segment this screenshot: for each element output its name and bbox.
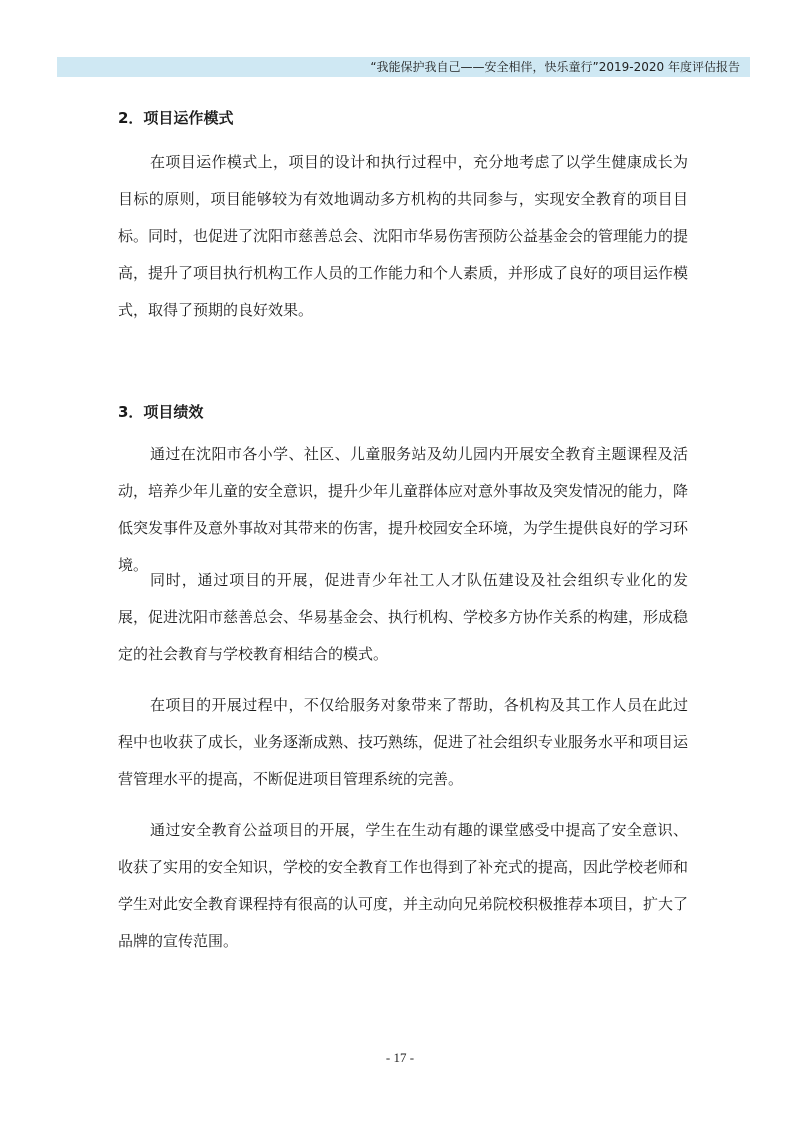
section-heading-operation-mode: 2．项目运作模式 [118,109,234,127]
running-header-band [57,57,750,77]
paragraph-performance-4: 通过安全教育公益项目的开展，学生在生动有趣的课堂感受中提高了安全意识、收获了实用的安全知识，学校的安全教育工作也得到了补充式的提高，因此学校老师和学生对此安全教育课程持有很高的认可度，并主动向兄弟院校积极推荐本项目，扩大了品牌的宣传范围。 [118,821,689,950]
paragraph-performance-3: 在项目的开展过程中，不仅给服务对象带来了帮助，各机构及其工作人员在此过程中也收获了成长，业务逐渐成熟、技巧熟练，促进了社会组织专业服务水平和项目运营管理水平的提高，不断促进项目管理系统的完善。 [118,696,689,788]
paragraph-performance-1: 通过在沈阳市各小学、社区、儿童服务站及幼儿园内开展安全教育主题课程及活动，培养少年儿童的安全意识，提升少年儿童群体应对意外事故及突发情况的能力，降低突发事件及意外事故对其带来的伤害，提升校园安全环境，为学生提供良好的学习环境。 [118,445,689,574]
paragraph-operation-mode: 在项目运作模式上，项目的设计和执行过程中，充分地考虑了以学生健康成长为目标的原则，项目能够较为有效地调动多方机构的共同参与，实现安全教育的项目目标。同时，也促进了沈阳市慈善总会、沈阳市华易伤害预防公益基金会的管理能力的提高，提升了项目执行机构工作人员的工作能力和个人素质，并形成了良好的项目运作模式，取得了预期的良好效果。 [118,153,689,319]
page-number: - 17 - [385,1050,415,1065]
paragraph-performance-2: 同时，通过项目的开展，促进青少年社工人才队伍建设及社会组织专业化的发展，促进沈阳市慈善总会、华易基金会、执行机构、学校多方协作关系的构建，形成稳定的社会教育与学校教育相结合的模式。 [118,571,689,663]
section-heading-performance: 3．项目绩效 [118,403,204,421]
running-header-title: “我能保护我自己——安全相伴，快乐童行”2019-2020 年度评估报告 [370,60,740,74]
